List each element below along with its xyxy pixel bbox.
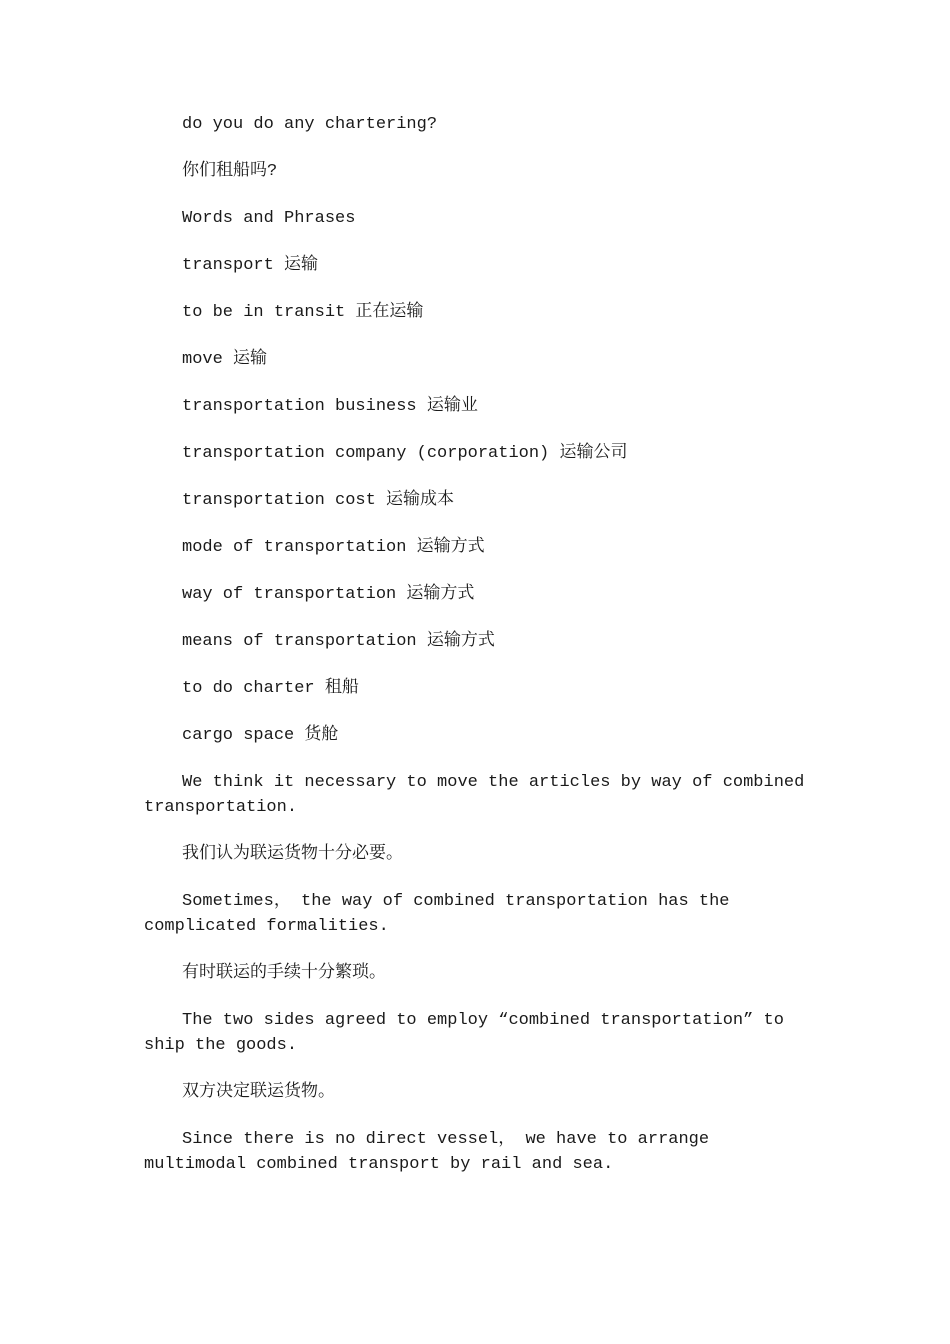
- vocab-item: move 运输: [182, 350, 268, 369]
- vocab-item: way of transportation 运输方式: [182, 585, 475, 604]
- example-sentence-english: We think it necessary to move the articles by way of combined transportation.: [144, 773, 815, 817]
- example-sentence-chinese: 我们认为联运货物十分必要。: [182, 845, 403, 864]
- example-sentence-chinese: 有时联运的手续十分繁琐。: [182, 964, 386, 983]
- section-heading: Words and Phrases: [182, 209, 356, 228]
- example-sentence-english: The two sides agreed to employ “combined transportation” to ship the goods.: [144, 1011, 795, 1055]
- vocab-item: to be in transit 正在运输: [182, 303, 424, 322]
- vocab-item: transportation business 运输业: [182, 397, 478, 416]
- vocab-item: to do charter 租船: [182, 679, 359, 698]
- vocab-item: cargo space 货舱: [182, 726, 339, 745]
- vocab-item: mode of transportation 运输方式: [182, 538, 485, 557]
- question-english: do you do any chartering?: [182, 115, 438, 134]
- vocab-item: means of transportation 运输方式: [182, 632, 495, 651]
- vocab-item: transportation cost 运输成本: [182, 491, 455, 510]
- vocab-item: transportation company (corporation) 运输公司: [182, 444, 628, 463]
- vocab-item: transport 运输: [182, 256, 319, 275]
- document-body: [144, 112, 815, 1199]
- example-sentence-english: Since there is no direct vessel， we have to arrange multimodal combined transport by rail and sea.: [144, 1130, 720, 1174]
- question-chinese: 你们租船吗?: [182, 162, 278, 181]
- example-sentence-chinese: 双方决定联运货物。: [182, 1083, 335, 1102]
- example-sentence-english: Sometimes， the way of combined transportation has the complicated formalities.: [144, 892, 740, 936]
